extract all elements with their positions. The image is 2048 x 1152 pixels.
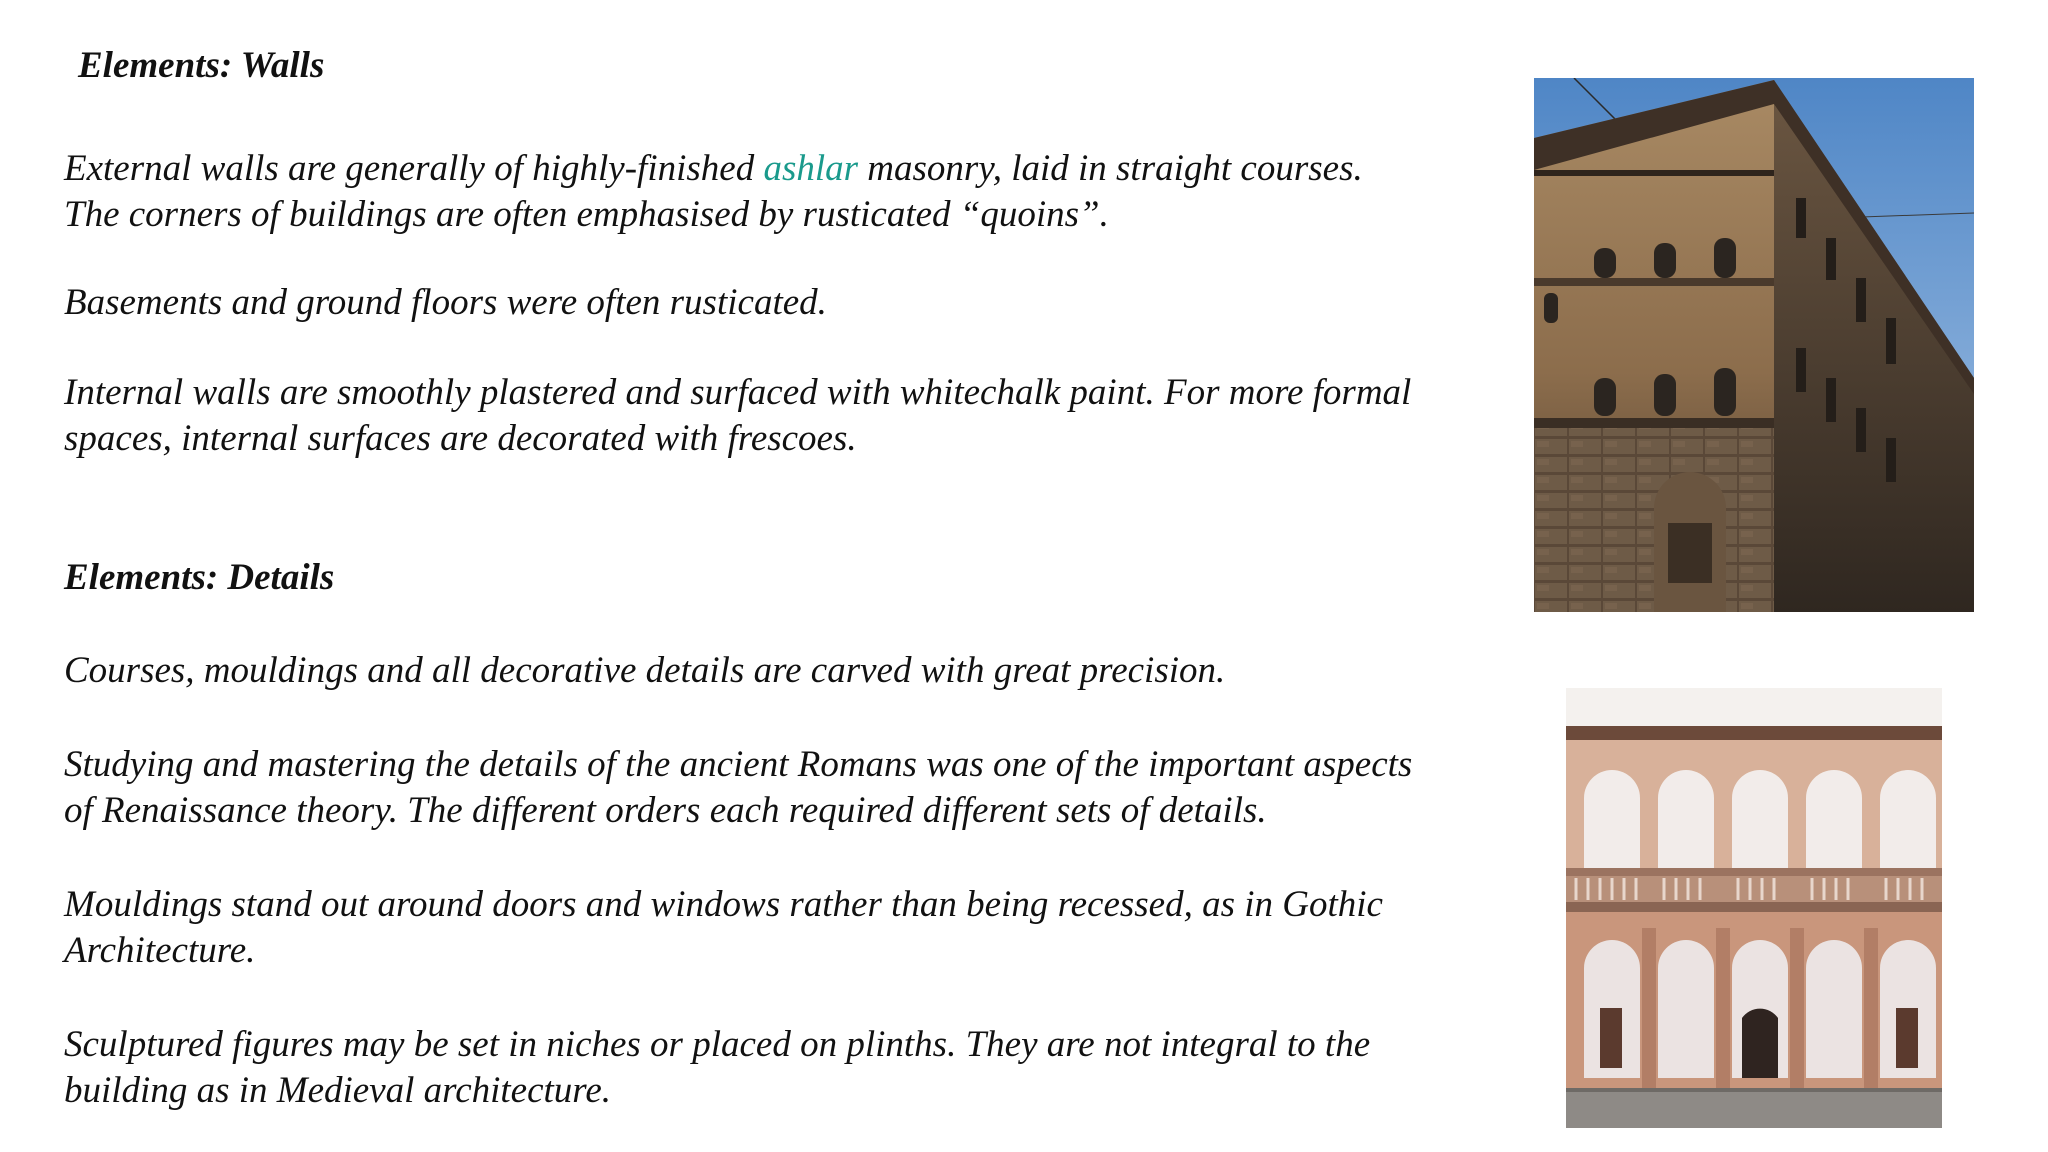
walls-paragraph-basements-line-1: Basements and ground floors were often rusticated. — [64, 282, 827, 323]
palazzo-exterior-photo — [1534, 78, 1974, 612]
walls-paragraph-ashlar-line-2: The corners of buildings are often emphasised by rusticated “quoins”. — [64, 194, 1109, 235]
walls-paragraph-ashlar — [64, 146, 1504, 238]
walls-paragraph-internal-line-1: Internal walls are smoothly plastered and surfaced with whitechalk paint. For more formal — [64, 372, 1412, 413]
details-paragraph-mouldings-line-1: Mouldings stand out around doors and windows rather than being recessed, as in Gothic — [64, 884, 1383, 925]
walls-paragraph-internal — [64, 370, 1504, 462]
details-paragraph-romans-line-1: Studying and mastering the details of the ancient Romans was one of the important aspects — [64, 744, 1413, 785]
palazzo-exterior-illustration — [1534, 78, 1974, 612]
walls-heading: Elements: Walls — [78, 45, 325, 86]
courtyard-arcade-illustration — [1566, 688, 1942, 1128]
text-run: External walls are generally of highly-finished — [64, 148, 764, 189]
details-paragraph-romans-line-2: of Renaissance theory. The different orders each required different sets of details. — [64, 790, 1267, 831]
walls-paragraph-basements — [64, 280, 1504, 326]
details-paragraph-mouldings-line-2: Architecture. — [64, 930, 256, 971]
details-heading: Elements: Details — [64, 557, 335, 598]
text-run: masonry, laid in straight courses. — [858, 148, 1363, 189]
details-paragraph-sculptured — [64, 1022, 1504, 1114]
courtyard-arcade-photo — [1566, 688, 1942, 1128]
details-paragraph-romans — [64, 742, 1504, 834]
walls-paragraph-ashlar-line-1 — [64, 146, 1504, 192]
details-paragraph-sculptured-line-2: building as in Medieval architecture. — [64, 1070, 611, 1111]
details-paragraph-sculptured-line-1: Sculptured figures may be set in niches or placed on plinths. They are not integral to the — [64, 1024, 1371, 1065]
details-paragraph-courses-line-1: Courses, mouldings and all decorative details are carved with great precision. — [64, 650, 1226, 691]
walls-paragraph-internal-line-2: spaces, internal surfaces are decorated with frescoes. — [64, 418, 857, 459]
details-paragraph-courses — [64, 648, 1504, 694]
details-paragraph-mouldings — [64, 882, 1504, 974]
ashlar-link[interactable]: ashlar — [763, 148, 859, 189]
